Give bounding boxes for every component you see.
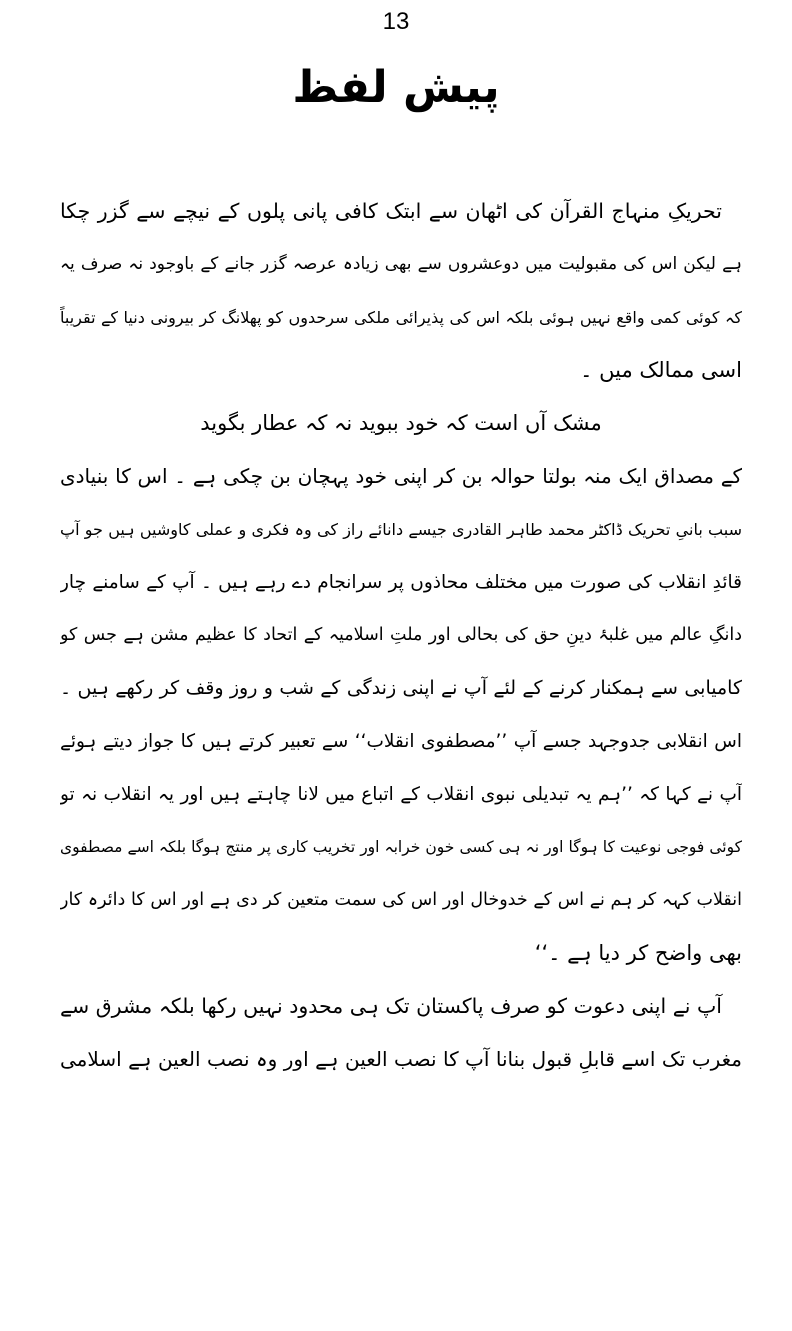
text-line: اس انقلابی جدوجہد جسے آپ ’’مصطفوی انقلاب‘‘ سے تعبیر کرتے ہیں کا جواز دیتے ہوئے <box>60 731 742 752</box>
verse-line: مشک آں است کہ خود ببوید نہ کہ عطار بگوید <box>200 411 602 435</box>
text-line: کہ کوئی کمی واقع نہیں ہوئی بلکہ اس کی پذیرائی ملکی سرحدوں کو پھلانگ کر بیرونی دنیا کے تقریباً <box>60 308 742 327</box>
text-line: قائدِ انقلاب کی صورت میں مختلف محاذوں پر سرانجام دے رہے ہیں ۔ آپ کے سامنے چار <box>60 572 742 593</box>
page-title: پیش لفظ <box>292 62 500 113</box>
text-line: مغرب تک اسے قابلِ قبول بنانا آپ کا نصب العین ہے اور وہ نصب العین ہے اسلامی <box>60 1047 742 1071</box>
text-line: اسی ممالک میں ۔ <box>580 358 742 382</box>
text-line: تحریکِ منہاج القرآن کی اٹھان سے ابتک کافی پانی پلوں کے نیچے سے گزر چکا <box>60 199 722 223</box>
body-text <box>60 185 742 1086</box>
text-line: دانگِ عالم میں غلبۂ دینِ حق کی بحالی اور ملتِ اسلامیہ کے اتحاد کا عظیم مشن ہے جس کو <box>60 625 742 645</box>
text-line: کامیابی سے ہمکنار کرنے کے لئے آپ نے اپنی زندگی کے شب و روز وقف کر رکھے ہیں ۔ <box>60 677 742 699</box>
text-line: انقلاب کہہ کر ہم نے اس کے خدوخال اور اس کی سمت متعین کر دی ہے اور اس کا دائرہ کار <box>60 890 742 910</box>
text-line: سبب بانیِ تحریک ڈاکٹر محمد طاہر القادری جیسے دانائے راز کی وہ فکری و عملی کاوشیں ہیں جو آپ <box>60 520 742 539</box>
text-line: آپ نے کہا کہ ’’ہم یہ تبدیلی نبوی انقلاب کے اتباع میں لانا چاہتے ہیں اور یہ انقلاب نہ تو <box>60 784 742 805</box>
page-number: 13 <box>382 8 410 35</box>
text-line: کوئی فوجی نوعیت کا ہوگا اور نہ ہی کسی خون خرابہ اور تخریب کاری پر منتج ہوگا بلکہ اسے مصطفوی <box>60 838 742 856</box>
text-line: آپ نے اپنی دعوت کو صرف پاکستان تک ہی محدود نہیں رکھا بلکہ مشرق سے <box>60 994 722 1018</box>
text-line: بھی واضح کر دیا ہے ۔‘‘ <box>534 941 742 965</box>
text-line: کے مصداق ایک منہ بولتا حوالہ بن کر اپنی خود پہچان بن چکی ہے ۔ اس کا بنیادی <box>60 464 742 488</box>
text-line: ہے لیکن اس کی مقبولیت میں دوعشروں سے بھی زیادہ عرصہ گزر جانے کے باوجود نہ صرف یہ <box>60 254 742 274</box>
